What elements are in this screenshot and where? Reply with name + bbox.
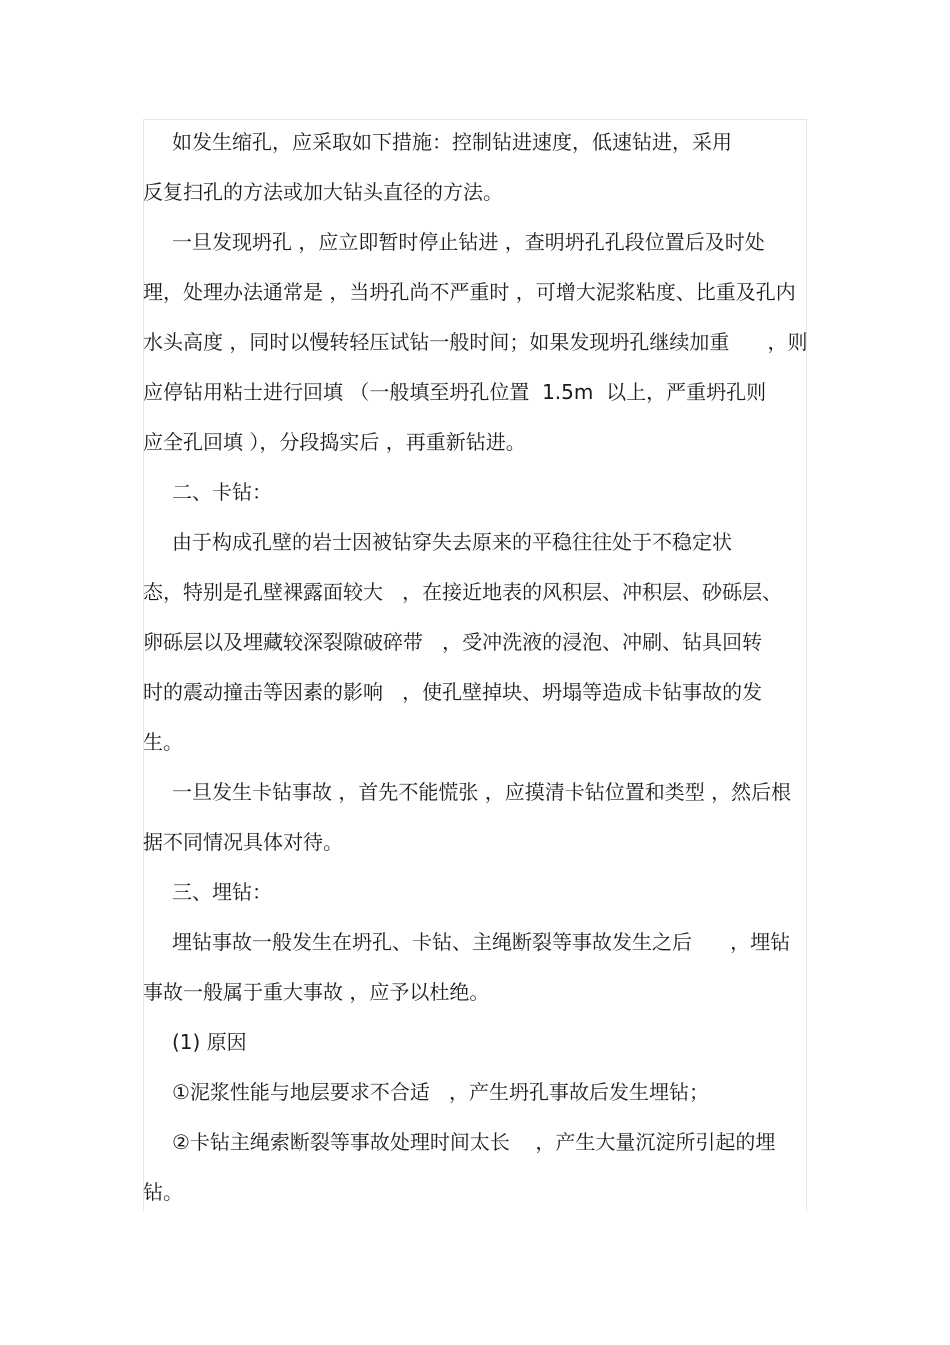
paragraph-line: 事故一般属于重大事故 ，应予以杜绝。 bbox=[143, 980, 490, 1004]
paragraph-line: 应停钻用粘士进行回填 （一般填至坍孔位置 1.5m 以上，严重坍孔则 bbox=[143, 380, 767, 404]
paragraph-line: 水头高度 ，同时以慢转轻压试钻一般时间；如果发现坍孔继续加重 ，则 bbox=[143, 330, 808, 354]
paragraph-line: 理，处理办法通常是 ，当坍孔尚不严重时 ，可增大泥浆粘度、比重及孔内 bbox=[143, 280, 796, 304]
paragraph-line: 卵砾层以及埋藏较深裂隙破碎带 ，受冲洗液的浸泡、冲刷、钻具回转 bbox=[143, 630, 763, 654]
list-item-continuation: 钻。 bbox=[143, 1180, 183, 1204]
subsection-heading: (1) 原因 bbox=[172, 1030, 247, 1054]
paragraph-line: 由于构成孔壁的岩士因被钻穿失去原来的平稳往往处于不稳定状 bbox=[172, 530, 732, 554]
paragraph-line: 埋钻事故一般发生在坍孔、卡钻、主绳断裂等事故发生之后 ，埋钻 bbox=[172, 930, 791, 954]
paragraph-line: 应全孔回填 ），分段捣实后 ，再重新钻进。 bbox=[143, 430, 526, 454]
list-item: ②卡钻主绳索断裂等事故处理时间太长 ，产生大量沉淀所引起的埋 bbox=[172, 1130, 776, 1154]
paragraph-line: 一旦发生卡钻事故 ，首先不能慌张 ，应摸清卡钻位置和类型 ，然后根 bbox=[172, 780, 792, 804]
paragraph-line: 据不同情况具体对待。 bbox=[143, 830, 343, 854]
paragraph-line: 反复扫孔的方法或加大钻头直径的方法。 bbox=[143, 180, 503, 204]
paragraph-line: 一旦发现坍孔 ，应立即暂时停止钻进 ，查明坍孔孔段位置后及时处 bbox=[172, 230, 765, 254]
paragraph-line: 如发生缩孔，应采取如下措施：控制钻进速度，低速钻进，采用 bbox=[172, 130, 732, 154]
paragraph-line: 态，特别是孔壁裸露面较大 ，在接近地表的风积层、冲积层、砂砾层、 bbox=[143, 580, 783, 604]
paragraph-line: 时的震动撞击等因素的影响 ，使孔壁掉块、坍塌等造成卡钻事故的发 bbox=[143, 680, 763, 704]
section-heading: 三、埋钻： bbox=[172, 880, 272, 904]
section-heading: 二、卡钻： bbox=[172, 480, 272, 504]
paragraph-line: 生。 bbox=[143, 730, 183, 754]
list-item: ①泥浆性能与地层要求不合适 ，产生坍孔事故后发生埋钻； bbox=[172, 1080, 710, 1104]
